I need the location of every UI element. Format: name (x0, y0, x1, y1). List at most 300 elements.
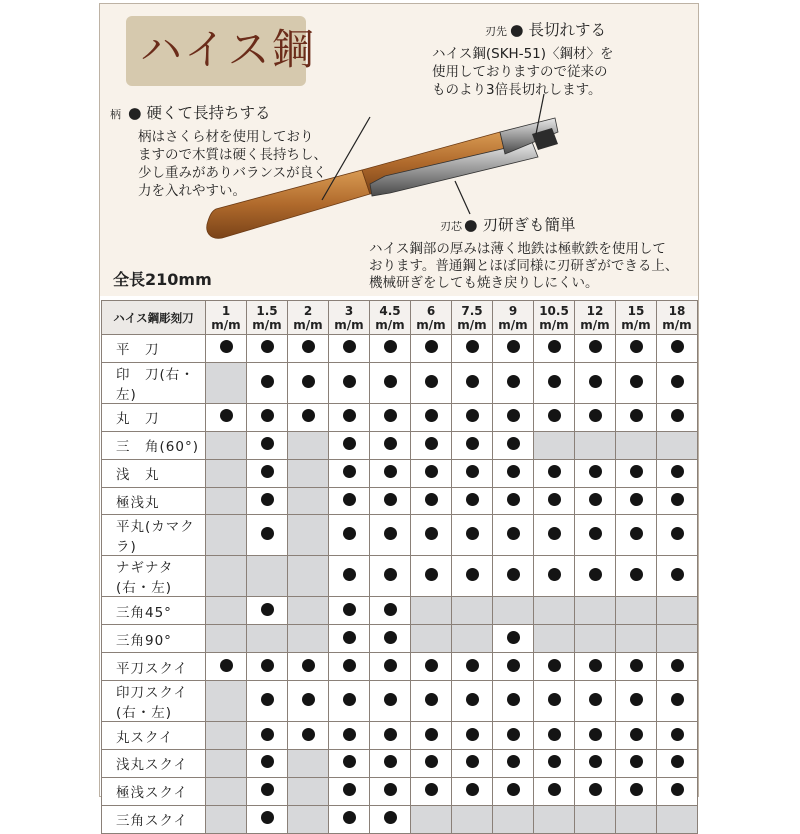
available-dot-icon (630, 568, 643, 581)
unavailable-cell (206, 777, 247, 805)
available-dot-icon (507, 409, 520, 422)
available-cell (534, 362, 575, 403)
available-dot-icon (343, 409, 356, 422)
table-row (102, 750, 698, 778)
unavailable-cell (452, 597, 493, 625)
available-dot-icon (220, 409, 233, 422)
available-cell (657, 515, 698, 556)
available-cell (534, 653, 575, 681)
available-cell (657, 722, 698, 750)
tip-heading: ● 長切れする (510, 21, 606, 39)
core-heading: ● 刃研ぎも簡単 (464, 216, 576, 234)
core-body-line-2: おります。普通鋼とほぼ同様に刃研ぎができる上、 (369, 258, 679, 274)
available-cell (452, 403, 493, 431)
available-cell (247, 653, 288, 681)
available-dot-icon (302, 659, 315, 672)
table-row (102, 487, 698, 515)
row-label: 丸 刀 (102, 403, 206, 431)
table-row (102, 805, 698, 833)
available-dot-icon (630, 340, 643, 353)
available-cell (616, 515, 657, 556)
available-dot-icon (507, 527, 520, 540)
unavailable-cell (288, 431, 329, 459)
available-dot-icon (507, 340, 520, 353)
row-label: 平丸(カマクラ) (102, 515, 206, 556)
available-dot-icon (589, 693, 602, 706)
available-dot-icon (384, 375, 397, 388)
available-cell (329, 556, 370, 597)
handle-body-line-3: 少し重みがありバランスが良く (138, 165, 327, 181)
available-dot-icon (466, 437, 479, 450)
available-cell (370, 403, 411, 431)
row-label: 平刀スクイ (102, 653, 206, 681)
available-cell (493, 431, 534, 459)
available-cell (370, 335, 411, 363)
available-dot-icon (671, 340, 684, 353)
available-cell (370, 625, 411, 653)
available-dot-icon (548, 465, 561, 478)
available-dot-icon (548, 527, 561, 540)
available-cell (411, 459, 452, 487)
available-dot-icon (343, 728, 356, 741)
unavailable-cell (452, 625, 493, 653)
available-dot-icon (466, 375, 479, 388)
available-cell (370, 597, 411, 625)
size-header: 9 m/m (493, 301, 534, 335)
available-cell (411, 431, 452, 459)
available-dot-icon (425, 728, 438, 741)
unavailable-cell (288, 805, 329, 833)
row-label: 三角45° (102, 597, 206, 625)
available-cell (411, 515, 452, 556)
available-dot-icon (548, 568, 561, 581)
row-label: 三角90° (102, 625, 206, 653)
available-cell (575, 556, 616, 597)
available-cell (493, 681, 534, 722)
available-dot-icon (589, 375, 602, 388)
unavailable-cell (206, 805, 247, 833)
unavailable-cell (206, 556, 247, 597)
available-cell (616, 556, 657, 597)
available-dot-icon (425, 409, 438, 422)
available-cell (616, 653, 657, 681)
available-cell (575, 722, 616, 750)
table-row (102, 335, 698, 363)
tip-body-line-2: 使用しておりますので従来の (432, 64, 608, 80)
available-cell (329, 653, 370, 681)
available-dot-icon (466, 465, 479, 478)
unavailable-cell (288, 597, 329, 625)
table-row (102, 459, 698, 487)
available-dot-icon (671, 465, 684, 478)
available-cell (370, 653, 411, 681)
available-dot-icon (302, 693, 315, 706)
available-cell (493, 459, 534, 487)
available-dot-icon (425, 568, 438, 581)
available-dot-icon (671, 783, 684, 796)
available-dot-icon (343, 631, 356, 644)
unavailable-cell (206, 750, 247, 778)
unavailable-cell (452, 805, 493, 833)
available-dot-icon (548, 755, 561, 768)
size-header: 3 m/m (329, 301, 370, 335)
unavailable-cell (534, 431, 575, 459)
available-cell (534, 459, 575, 487)
available-cell (370, 777, 411, 805)
size-header: 1 m/m (206, 301, 247, 335)
unavailable-cell (288, 625, 329, 653)
available-dot-icon (466, 493, 479, 506)
availability-table (101, 300, 698, 834)
available-dot-icon (671, 568, 684, 581)
available-cell (575, 403, 616, 431)
available-dot-icon (507, 493, 520, 506)
available-cell (370, 556, 411, 597)
available-cell (206, 653, 247, 681)
available-dot-icon (466, 568, 479, 581)
available-cell (616, 459, 657, 487)
row-label: 浅 丸 (102, 459, 206, 487)
unavailable-cell (575, 597, 616, 625)
unavailable-cell (206, 362, 247, 403)
available-dot-icon (425, 659, 438, 672)
available-cell (657, 403, 698, 431)
available-cell (247, 403, 288, 431)
available-cell (411, 653, 452, 681)
available-dot-icon (261, 693, 274, 706)
available-dot-icon (384, 437, 397, 450)
table-row (102, 722, 698, 750)
available-dot-icon (384, 693, 397, 706)
available-cell (493, 487, 534, 515)
available-cell (493, 625, 534, 653)
unavailable-cell (288, 515, 329, 556)
available-cell (493, 722, 534, 750)
available-dot-icon (630, 783, 643, 796)
available-dot-icon (589, 659, 602, 672)
available-cell (247, 597, 288, 625)
available-dot-icon (671, 527, 684, 540)
unavailable-cell (206, 459, 247, 487)
tip-tag: 刃先 (485, 25, 507, 38)
available-cell (247, 459, 288, 487)
available-dot-icon (384, 755, 397, 768)
available-dot-icon (589, 568, 602, 581)
available-cell (370, 750, 411, 778)
available-dot-icon (466, 693, 479, 706)
available-cell (247, 777, 288, 805)
available-cell (452, 722, 493, 750)
available-cell (452, 653, 493, 681)
unavailable-cell (288, 556, 329, 597)
available-dot-icon (343, 568, 356, 581)
available-cell (288, 335, 329, 363)
available-cell (288, 403, 329, 431)
row-label: ナギナタ(右・左) (102, 556, 206, 597)
available-dot-icon (425, 755, 438, 768)
available-dot-icon (466, 659, 479, 672)
available-cell (411, 681, 452, 722)
available-dot-icon (466, 409, 479, 422)
available-dot-icon (384, 340, 397, 353)
available-cell (452, 459, 493, 487)
available-dot-icon (630, 409, 643, 422)
available-dot-icon (466, 783, 479, 796)
unavailable-cell (616, 805, 657, 833)
row-label: 三角スクイ (102, 805, 206, 833)
available-dot-icon (630, 659, 643, 672)
unavailable-cell (534, 597, 575, 625)
unavailable-cell (657, 431, 698, 459)
available-dot-icon (466, 728, 479, 741)
unavailable-cell (288, 777, 329, 805)
available-dot-icon (507, 659, 520, 672)
available-cell (616, 777, 657, 805)
unavailable-cell (575, 805, 616, 833)
available-cell (247, 515, 288, 556)
table-row (102, 431, 698, 459)
unavailable-cell (247, 625, 288, 653)
available-cell (329, 750, 370, 778)
unavailable-cell (493, 597, 534, 625)
available-dot-icon (261, 755, 274, 768)
unavailable-cell (657, 597, 698, 625)
available-dot-icon (425, 527, 438, 540)
available-cell (657, 777, 698, 805)
available-dot-icon (261, 728, 274, 741)
available-dot-icon (302, 409, 315, 422)
unavailable-cell (575, 431, 616, 459)
available-cell (534, 335, 575, 363)
unavailable-cell (206, 681, 247, 722)
available-cell (329, 777, 370, 805)
available-cell (411, 777, 452, 805)
unavailable-cell (206, 515, 247, 556)
unavailable-cell (616, 625, 657, 653)
available-dot-icon (507, 755, 520, 768)
available-cell (370, 681, 411, 722)
available-cell (657, 335, 698, 363)
available-dot-icon (302, 375, 315, 388)
available-cell (452, 362, 493, 403)
available-dot-icon (343, 437, 356, 450)
available-dot-icon (507, 783, 520, 796)
handle-heading: ● 硬くて長持ちする (128, 104, 271, 122)
size-header: 2 m/m (288, 301, 329, 335)
available-dot-icon (343, 693, 356, 706)
table-row (102, 653, 698, 681)
available-dot-icon (589, 465, 602, 478)
row-label: 平 刀 (102, 335, 206, 363)
available-cell (411, 403, 452, 431)
available-cell (575, 335, 616, 363)
available-cell (329, 515, 370, 556)
unavailable-cell (411, 597, 452, 625)
available-cell (493, 653, 534, 681)
available-cell (534, 750, 575, 778)
size-header: 10.5 m/m (534, 301, 575, 335)
available-cell (329, 681, 370, 722)
unavailable-cell (206, 487, 247, 515)
available-cell (247, 335, 288, 363)
table-row (102, 515, 698, 556)
available-cell (575, 653, 616, 681)
available-cell (575, 750, 616, 778)
available-cell (370, 431, 411, 459)
available-cell (370, 459, 411, 487)
available-cell (329, 597, 370, 625)
available-dot-icon (507, 568, 520, 581)
available-dot-icon (302, 340, 315, 353)
available-cell (493, 750, 534, 778)
unavailable-cell (247, 556, 288, 597)
available-cell (575, 459, 616, 487)
size-header: 15 m/m (616, 301, 657, 335)
row-label: 極浅丸 (102, 487, 206, 515)
unavailable-cell (657, 805, 698, 833)
handle-body-line-4: 力を入れやすい。 (138, 183, 246, 199)
available-cell (370, 487, 411, 515)
row-label: 印刀スクイ(右・左) (102, 681, 206, 722)
table-row (102, 625, 698, 653)
available-cell (329, 431, 370, 459)
available-cell (247, 722, 288, 750)
available-dot-icon (548, 493, 561, 506)
unavailable-cell (206, 597, 247, 625)
available-dot-icon (384, 493, 397, 506)
available-cell (247, 487, 288, 515)
tip-body-line-3: ものより3倍長切れします。 (432, 82, 602, 98)
available-cell (616, 335, 657, 363)
available-cell (329, 459, 370, 487)
available-cell (575, 777, 616, 805)
available-dot-icon (384, 527, 397, 540)
available-dot-icon (630, 375, 643, 388)
available-cell (452, 431, 493, 459)
available-cell (534, 681, 575, 722)
available-dot-icon (507, 465, 520, 478)
available-dot-icon (507, 437, 520, 450)
available-dot-icon (220, 340, 233, 353)
unavailable-cell (493, 805, 534, 833)
available-cell (411, 722, 452, 750)
available-cell (206, 403, 247, 431)
available-dot-icon (425, 465, 438, 478)
table-corner-label: ハイス鋼彫刻刀 (102, 301, 206, 335)
unavailable-cell (411, 805, 452, 833)
available-cell (534, 777, 575, 805)
available-dot-icon (425, 375, 438, 388)
available-dot-icon (425, 340, 438, 353)
available-cell (616, 681, 657, 722)
tip-body-line-1: ハイス鋼(SKH-51)〈鋼材〉を (432, 46, 614, 62)
available-dot-icon (343, 493, 356, 506)
row-label: 三 角(60°) (102, 431, 206, 459)
available-cell (616, 722, 657, 750)
available-dot-icon (630, 755, 643, 768)
row-label: 極浅スクイ (102, 777, 206, 805)
available-cell (247, 362, 288, 403)
available-dot-icon (589, 783, 602, 796)
available-cell (452, 777, 493, 805)
table-row (102, 681, 698, 722)
available-dot-icon (671, 409, 684, 422)
available-dot-icon (507, 375, 520, 388)
available-cell (329, 805, 370, 833)
available-dot-icon (425, 493, 438, 506)
available-dot-icon (671, 728, 684, 741)
available-cell (370, 805, 411, 833)
available-dot-icon (630, 527, 643, 540)
available-cell (411, 487, 452, 515)
available-dot-icon (671, 693, 684, 706)
available-cell (657, 459, 698, 487)
available-dot-icon (261, 783, 274, 796)
available-cell (493, 362, 534, 403)
available-cell (534, 403, 575, 431)
available-dot-icon (384, 409, 397, 422)
available-dot-icon (384, 811, 397, 824)
available-cell (288, 681, 329, 722)
available-cell (657, 487, 698, 515)
available-cell (493, 335, 534, 363)
unavailable-cell (411, 625, 452, 653)
available-cell (288, 722, 329, 750)
available-dot-icon (589, 755, 602, 768)
available-cell (534, 556, 575, 597)
available-cell (206, 335, 247, 363)
unavailable-cell (206, 431, 247, 459)
available-dot-icon (343, 659, 356, 672)
available-dot-icon (343, 375, 356, 388)
available-cell (247, 431, 288, 459)
row-label: 丸スクイ (102, 722, 206, 750)
size-header: 12 m/m (575, 301, 616, 335)
available-cell (534, 487, 575, 515)
available-dot-icon (425, 693, 438, 706)
size-header: 18 m/m (657, 301, 698, 335)
available-cell (247, 805, 288, 833)
available-dot-icon (384, 603, 397, 616)
available-cell (247, 750, 288, 778)
available-cell (452, 487, 493, 515)
available-dot-icon (589, 409, 602, 422)
available-cell (370, 515, 411, 556)
available-dot-icon (384, 631, 397, 644)
available-dot-icon (671, 659, 684, 672)
available-cell (329, 362, 370, 403)
available-dot-icon (261, 659, 274, 672)
available-dot-icon (425, 437, 438, 450)
core-body-line-1: ハイス鋼部の厚みは薄く地鉄は極軟鉄を使用して (369, 241, 666, 257)
available-dot-icon (261, 437, 274, 450)
available-cell (657, 750, 698, 778)
available-dot-icon (630, 493, 643, 506)
available-cell (288, 362, 329, 403)
available-cell (452, 750, 493, 778)
available-cell (575, 362, 616, 403)
available-dot-icon (220, 659, 233, 672)
available-dot-icon (466, 755, 479, 768)
available-dot-icon (548, 728, 561, 741)
available-cell (329, 335, 370, 363)
available-cell (288, 653, 329, 681)
row-label: 浅丸スクイ (102, 750, 206, 778)
available-cell (329, 403, 370, 431)
available-dot-icon (261, 493, 274, 506)
available-dot-icon (261, 340, 274, 353)
available-cell (657, 681, 698, 722)
